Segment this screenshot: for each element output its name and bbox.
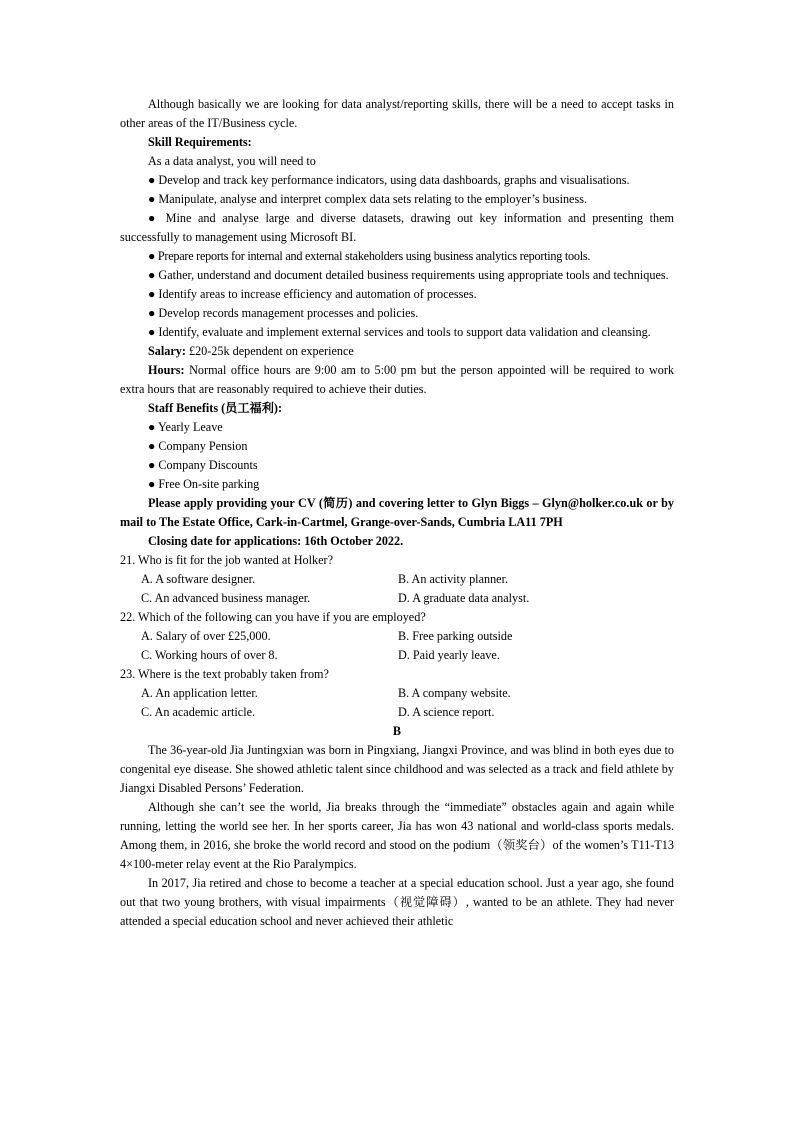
option: D. A science report. xyxy=(398,705,495,719)
skills-heading: Skill Requirements: xyxy=(148,135,252,149)
skill-bullet: ● Prepare reports for internal and external stakeholders using business analytics reporting tools. xyxy=(148,249,591,263)
benefit-item: ● Company Discounts xyxy=(148,458,258,472)
salary-line xyxy=(120,342,674,361)
option: B. An activity planner. xyxy=(398,572,509,586)
passage-paragraph: Although she can’t see the world, Jia breaks through the “immediate” obstacles again and again while running, letting the world see her. In her sports career, Jia has won 43 national and world-class sports medals. Among them, in 2016, she broke the world record and stood on the podium（领奖台）of the women’s T11-T13 4×100-meter relay event at the Rio Paralympics. xyxy=(120,800,674,871)
benefit-item: ● Free On-site parking xyxy=(148,477,260,491)
option: D. A graduate data analyst. xyxy=(398,591,530,605)
option: A. An application letter. xyxy=(141,686,258,700)
skill-bullet: ● Gather, understand and document detailed business requirements using appropriate tools and techniques. xyxy=(148,268,669,282)
question-stem: 23. Where is the text probably taken from? xyxy=(120,667,329,681)
salary-label: Salary: xyxy=(148,344,186,358)
hours-text: Normal office hours are 9:00 am to 5:00 pm but the person appointed will be required to work extra hours that are reasonably required to achieve their duties. xyxy=(120,363,674,396)
skill-bullet: ● Develop records management processes and policies. xyxy=(148,306,419,320)
intro-paragraph: Although basically we are looking for data analyst/reporting skills, there will be a need to accept tasks in other areas of the IT/Business cycle. xyxy=(120,97,674,130)
passage-paragraph: The 36-year-old Jia Juntingxian was born in Pingxiang, Jiangxi Province, and was blind in both eyes due to congenital eye disease. She showed athletic talent since childhood and was selected as a track and field athlete by Jiangxi Disabled Persons’ Federation. xyxy=(120,743,674,795)
skill-bullet: ● Identify, evaluate and implement external services and tools to support data validation and cleansing. xyxy=(148,325,651,339)
skills-lead: As a data analyst, you will need to xyxy=(148,154,316,168)
salary-text: £20-25k dependent on experience xyxy=(185,344,354,358)
option: C. An academic article. xyxy=(141,705,256,719)
question-options xyxy=(120,684,674,722)
hours-line xyxy=(120,361,674,399)
option: C. Working hours of over 8. xyxy=(141,648,278,662)
option: B. A company website. xyxy=(398,686,511,700)
option: A. Salary of over £25,000. xyxy=(141,629,271,643)
skill-bullet: ● Mine and analyse large and diverse datasets, drawing out key information and presenting them successfully to management using Microsoft BI. xyxy=(120,211,674,244)
option: B. Free parking outside xyxy=(398,629,513,643)
option: A. A software designer. xyxy=(141,572,256,586)
option: D. Paid yearly leave. xyxy=(398,648,500,662)
document-page xyxy=(120,95,674,931)
skill-bullet: ● Identify areas to increase efficiency and automation of processes. xyxy=(148,287,477,301)
question-stem: 21. Who is fit for the job wanted at Holker? xyxy=(120,553,334,567)
benefits-heading: Staff Benefits (员工福利): xyxy=(148,401,283,415)
section-heading: B xyxy=(392,724,402,738)
passage-paragraph: In 2017, Jia retired and chose to become a teacher at a special education school. Just a year ago, she found out that two young brothers, with visual impairments（视觉障碍）, wanted to be an athlete. They had never attended a special education school and never achieved their athletic xyxy=(120,876,674,928)
benefit-item: ● Yearly Leave xyxy=(148,420,223,434)
benefit-item: ● Company Pension xyxy=(148,439,248,453)
apply-instructions: Please apply providing your CV (简历) and covering letter to Glyn Biggs – Glyn@holker.co.uk or by mail to The Estate Office, Cark-in-Cartmel, Grange-over-Sands, Cumbria LA11 7PH xyxy=(120,496,674,529)
question-options xyxy=(120,570,674,608)
question-stem: 22. Which of the following can you have if you are employed? xyxy=(120,610,426,624)
question-options xyxy=(120,627,674,665)
closing-date: Closing date for applications: 16th October 2022. xyxy=(148,534,404,548)
skill-bullet: ● Develop and track key performance indicators, using data dashboards, graphs and visualisations. xyxy=(148,173,630,187)
hours-label: Hours: xyxy=(148,363,185,377)
option: C. An advanced business manager. xyxy=(141,591,311,605)
skill-bullet: ● Manipulate, analyse and interpret complex data sets relating to the employer’s business. xyxy=(148,192,587,206)
